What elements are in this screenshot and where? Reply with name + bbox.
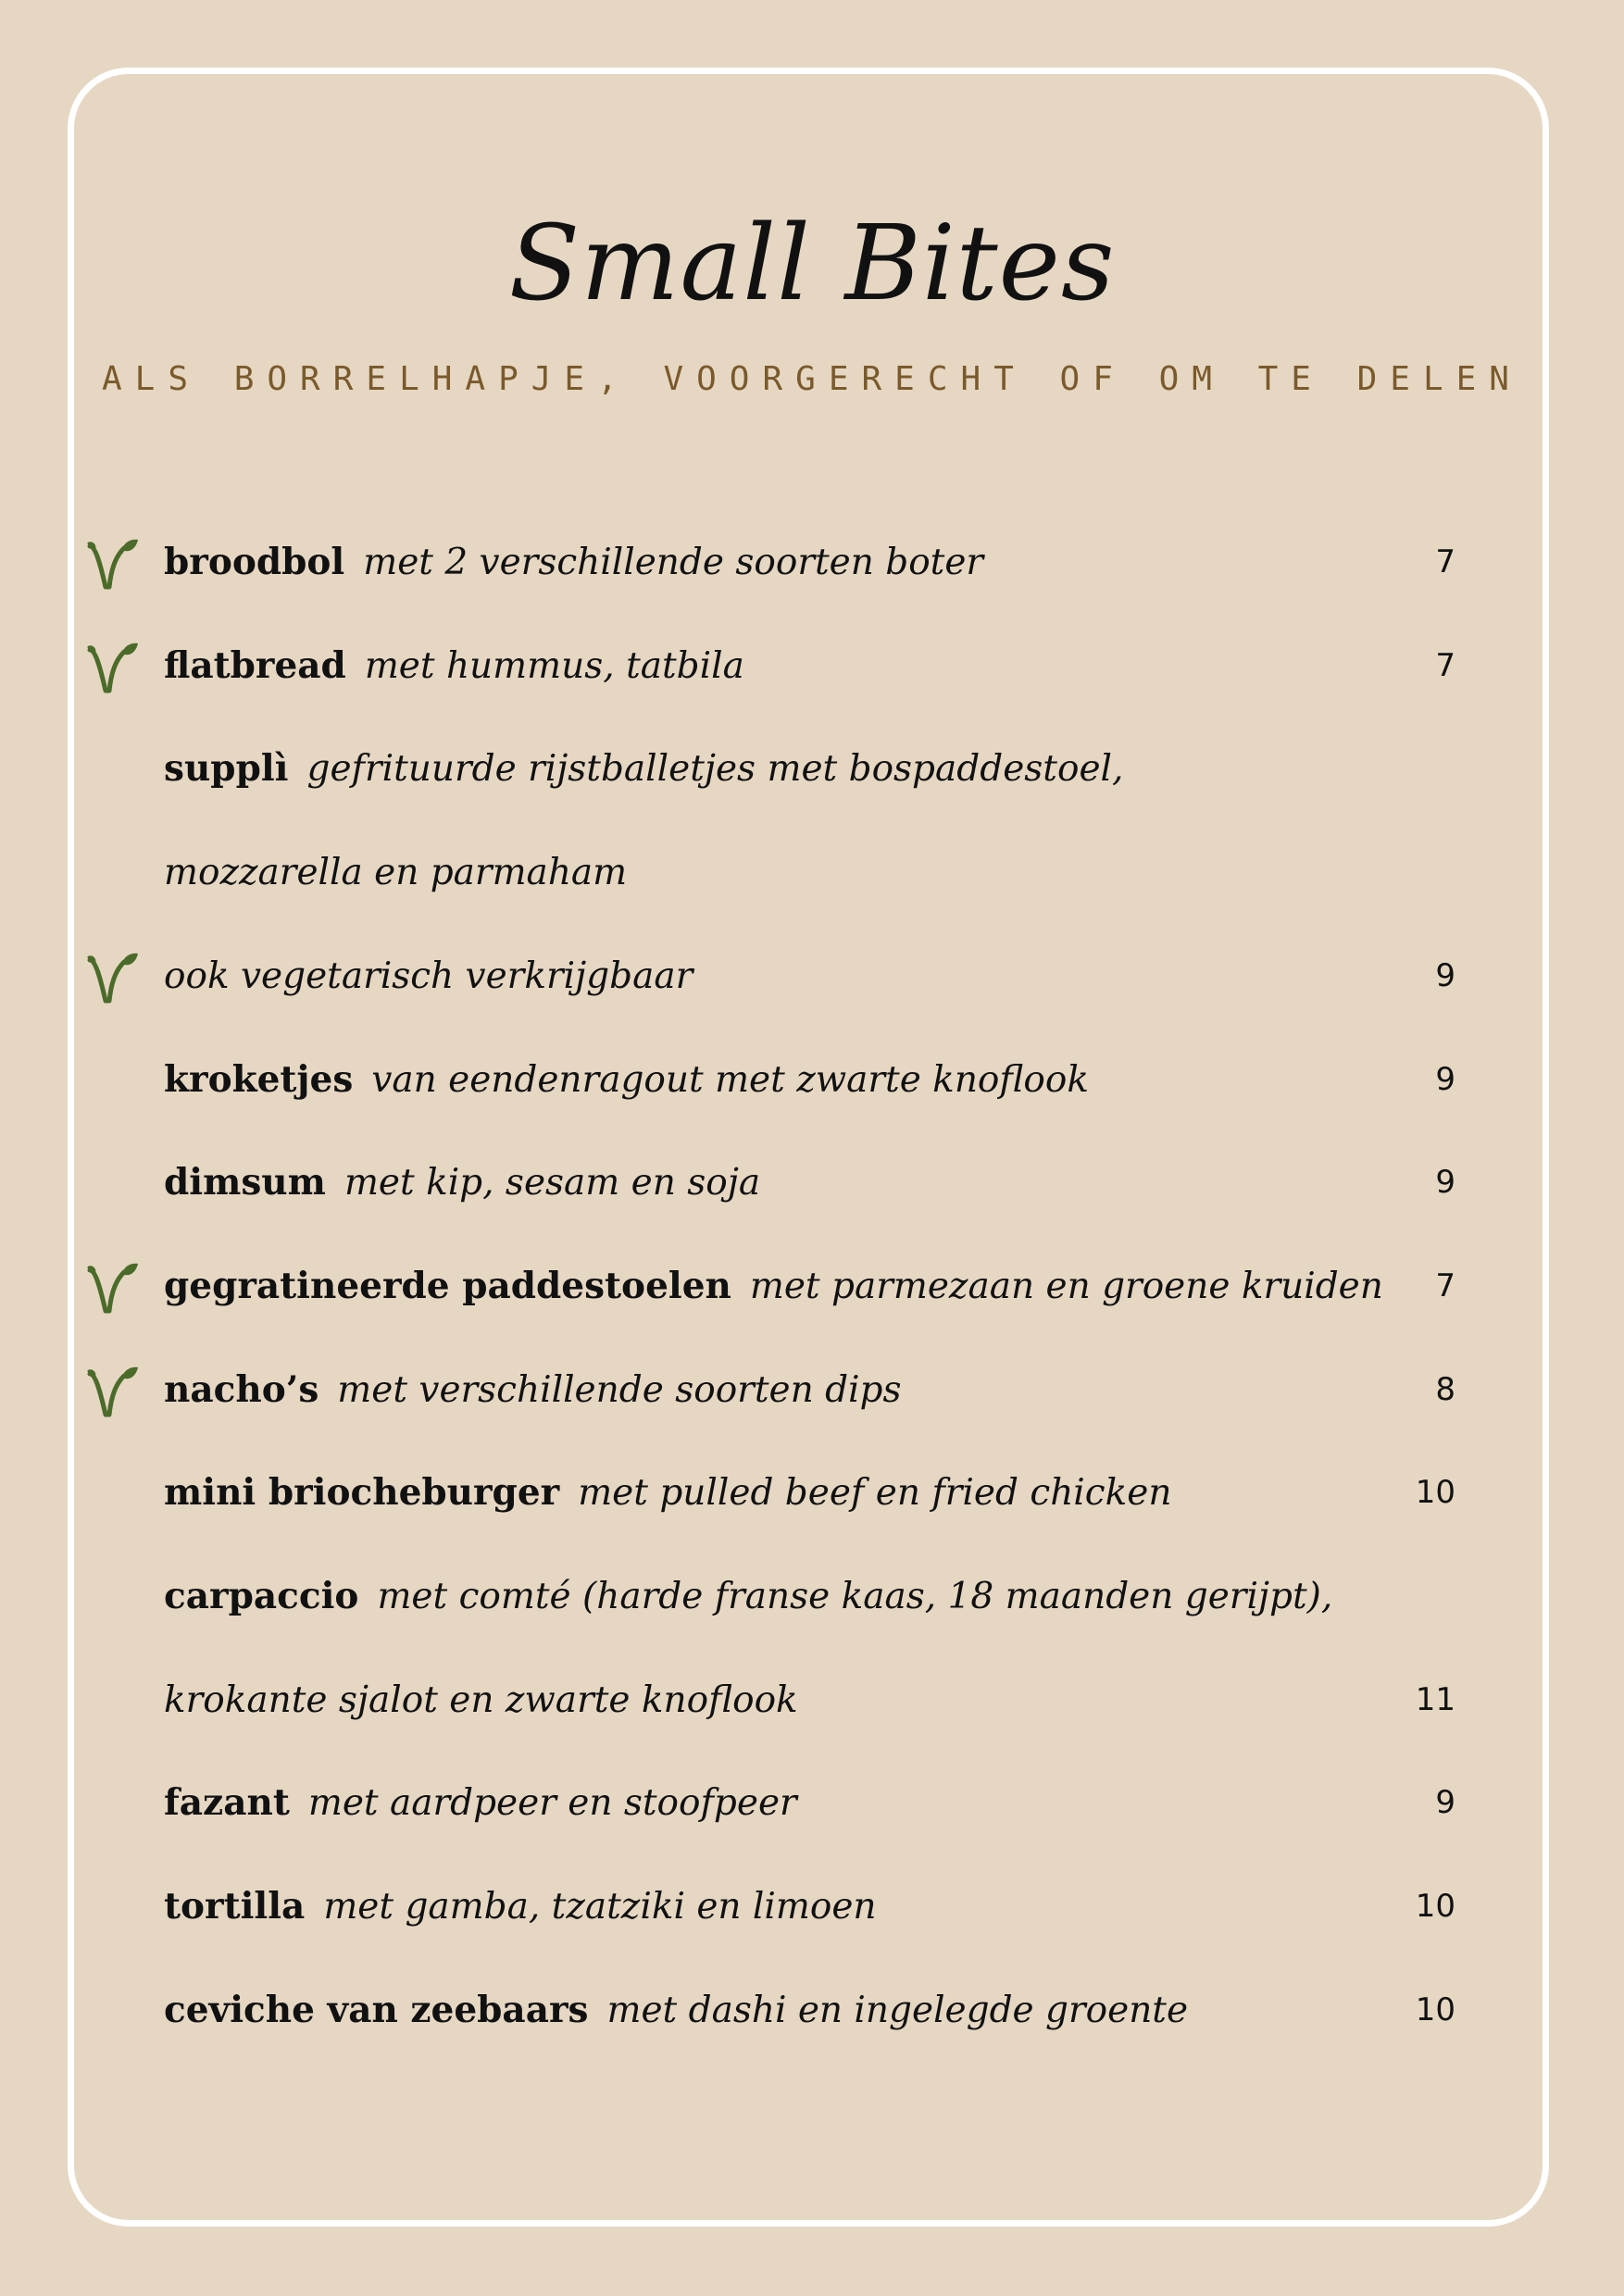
menu-item-description: met hummus, tatbila: [364, 645, 744, 687]
menu-item-text: [164, 840, 627, 905]
menu-item-text: [164, 1564, 1332, 1628]
menu-item-name: kroketjes: [164, 1058, 354, 1101]
menu-item-name: broodbol: [164, 541, 345, 583]
menu-item-description: met verschillende soorten dips: [337, 1369, 902, 1411]
vegetarian-leaf-icon: [87, 1261, 139, 1316]
menu-item-row: [0, 1254, 1624, 1318]
menu-item-description: met gamba, tzatziki en limoen: [323, 1886, 877, 1928]
vegetarian-leaf-icon: [87, 1365, 139, 1420]
menu-item-text: [164, 1357, 902, 1422]
menu-item-price: 9: [1435, 1164, 1455, 1201]
menu-item-name: fazant: [164, 1781, 290, 1824]
menu-item-description: met pulled beef en fried chicken: [578, 1472, 1172, 1514]
menu-item-row: [0, 1357, 1624, 1422]
menu-item-price: 9: [1435, 1061, 1455, 1098]
menu-item-description: ook vegetarisch verkrijgbaar: [164, 955, 693, 997]
menu-item-description: met parmezaan en groene kruiden: [749, 1266, 1383, 1307]
menu-item-text: [164, 1874, 877, 1939]
menu-item-text: [164, 736, 1123, 801]
menu-item-name: nacho’s: [164, 1368, 319, 1411]
menu-item-name: carpaccio: [164, 1575, 359, 1617]
vegetarian-leaf-icon: [87, 537, 139, 593]
menu-title: Small Bites: [508, 204, 1116, 324]
menu-item-price: 7: [1435, 543, 1455, 580]
menu-item-price: 9: [1435, 957, 1455, 994]
menu-item-row: [0, 1770, 1624, 1835]
menu-item-text: [164, 943, 693, 1008]
vegetarian-leaf-icon: [87, 951, 139, 1006]
menu-item-text: [164, 1770, 797, 1835]
menu-item-description: gefrituurde rijstballetjes met bospaddestoel,: [306, 748, 1124, 790]
menu-item-row: [0, 530, 1624, 594]
menu-item-row: [0, 1978, 1624, 2042]
menu-item-description: met dashi en ingelegde groente: [606, 1990, 1189, 2031]
menu-item-description: mozzarella en parmaham: [164, 852, 628, 893]
menu-item-name: tortilla: [164, 1885, 306, 1928]
menu-item-text: [164, 1150, 760, 1215]
menu-item-price: 10: [1415, 1888, 1455, 1925]
menu-item-name: supplì: [164, 747, 289, 790]
menu-item-name: ceviche van zeebaars: [164, 1989, 589, 2031]
menu-item-text: [164, 1978, 1188, 2042]
menu-item-text: [164, 1460, 1171, 1525]
menu-item-row: [0, 736, 1624, 801]
menu-item-text: [164, 633, 744, 698]
menu-item-price: 7: [1435, 647, 1455, 684]
menu-subtitle: ALS BORRELHAPJE, VOORGERECHT OF OM TE DELEN: [102, 360, 1522, 398]
menu-item-price: 7: [1435, 1267, 1455, 1304]
menu-item-text: [164, 530, 983, 594]
menu-item-name: gegratineerde paddestoelen: [164, 1265, 731, 1307]
menu-item-name: dimsum: [164, 1161, 326, 1204]
menu-item-description: met kip, sesam en soja: [344, 1162, 761, 1204]
menu-item-text: [164, 1254, 1383, 1318]
vegetarian-leaf-icon: [87, 641, 139, 696]
menu-item-price: 10: [1415, 1991, 1455, 2028]
menu-item-row: [0, 1150, 1624, 1215]
menu-item-text: [164, 1667, 798, 1732]
menu-item-price: 10: [1415, 1474, 1455, 1511]
menu-item-description: met aardpeer en stoofpeer: [307, 1782, 797, 1824]
menu-item-description: met 2 verschillende soorten boter: [363, 542, 984, 583]
menu-item-row: [0, 1874, 1624, 1939]
menu-item-price: 9: [1435, 1784, 1455, 1821]
menu-item-description: van eendenragout met zwarte knoflook: [371, 1059, 1090, 1101]
menu-item-row: [0, 840, 1624, 905]
menu-item-price: 11: [1415, 1681, 1455, 1718]
menu-item-row: [0, 633, 1624, 698]
menu-item-row: [0, 1047, 1624, 1112]
menu-item-price: 8: [1435, 1371, 1455, 1408]
menu-item-row: [0, 1564, 1624, 1628]
menu-item-row: [0, 943, 1624, 1008]
menu-item-row: [0, 1667, 1624, 1732]
menu-item-description: met comté (harde franse kaas, 18 maanden gerijpt),: [377, 1576, 1333, 1617]
menu-item-text: [164, 1047, 1089, 1112]
menu-item-name: flatbread: [164, 644, 346, 687]
menu-item-description: krokante sjalot en zwarte knoflook: [164, 1679, 798, 1721]
menu-item-name: mini briocheburger: [164, 1471, 560, 1514]
menu-item-row: [0, 1460, 1624, 1525]
